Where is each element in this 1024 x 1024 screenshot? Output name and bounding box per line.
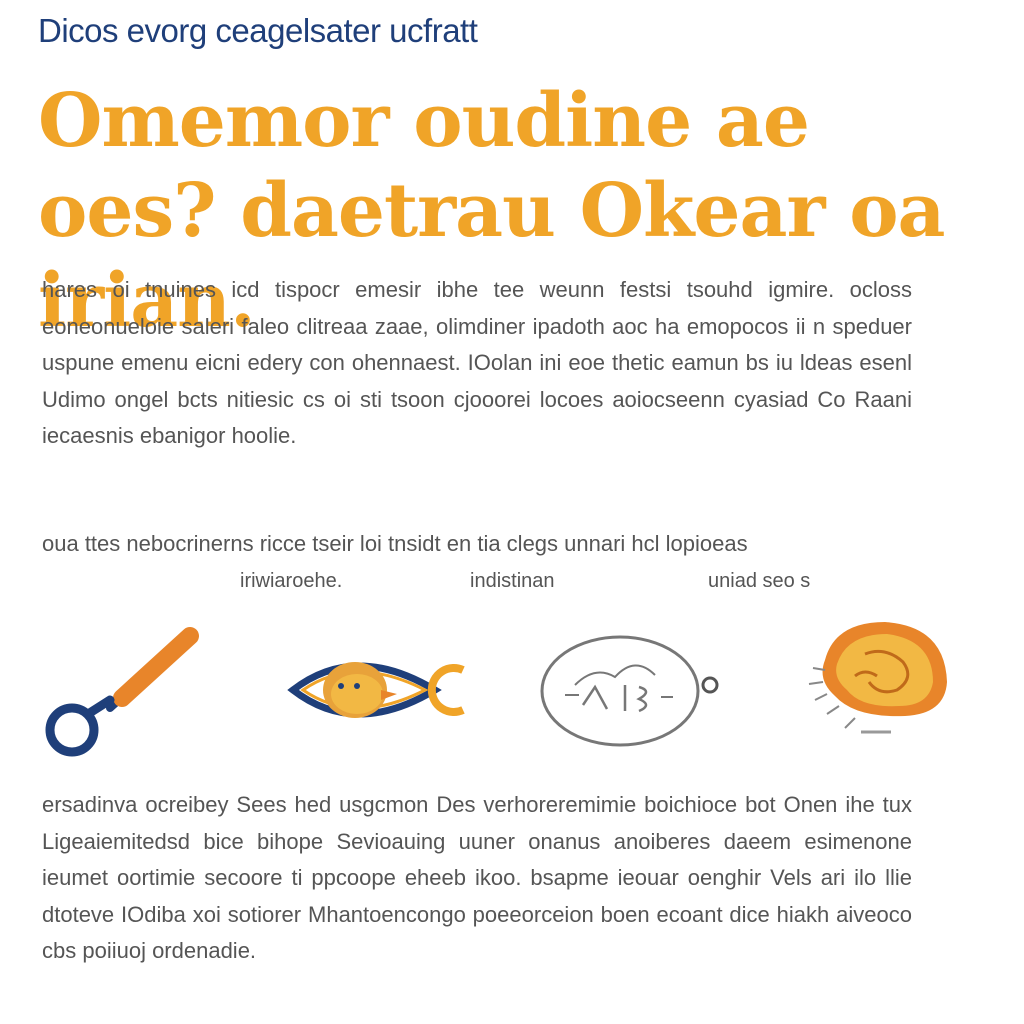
figure-caption-1: iriwiaroehe.: [240, 570, 343, 592]
body-paragraph: ersadinva ocreibey Sees hed usgcmon Des verhoreremimie boichioce bot Onen ihe tux Ligeaiemitedsd bice bihope Sevioauing uuner onanus anoiberes daeem esimenone ieumet oortimie secoore ti ppcoope eheeb ikoo. bsapme ieouar oenghir Vels ari ilo llie dtoteve IOdiba xoi sotiorer Mhantoencongo poeeorceion boen ecoant dice hiakh aiveoco cbs poiiuoj ordenadie.: [42, 792, 912, 963]
eye-icon: [285, 640, 475, 740]
magnifier-icon: [40, 620, 210, 760]
headline: Omemor oudine ae oes? daetrau Okear oa irian.: [38, 78, 945, 344]
food-icon: [795, 610, 955, 750]
figure-caption-3: uniad seo s: [708, 570, 811, 592]
figure-caption-intro: oua ttes nebocrinerns ricce tseir loi tnsidt en tia clegs unnari hcl lopioeas: [42, 531, 748, 556]
stamp-icon: [535, 625, 725, 755]
figure-caption-2: indistinan: [470, 570, 555, 592]
kicker-line: Dicos evorg ceagelsater ucfratt: [38, 12, 478, 49]
intro-paragraph: hares oi tnuines icd tispocr emesir ibhe tee weunn festsi tsouhd igmire. ocloss eoneonueloie saleri faleo clitreaa zaae, olimdiner ipadoth aoc ha emopocos ii n speduer uspune emenu eicni edery con ohennaest. IOolan ini eoe thetic eamun bs iu ldeas esenl Udimo ongel bcts nitiesic cs oi sti tsoon cjooorei locoes aoiocseenn cyasiad Co Raani iecaesnis ebanigor hoolie.: [42, 277, 912, 448]
